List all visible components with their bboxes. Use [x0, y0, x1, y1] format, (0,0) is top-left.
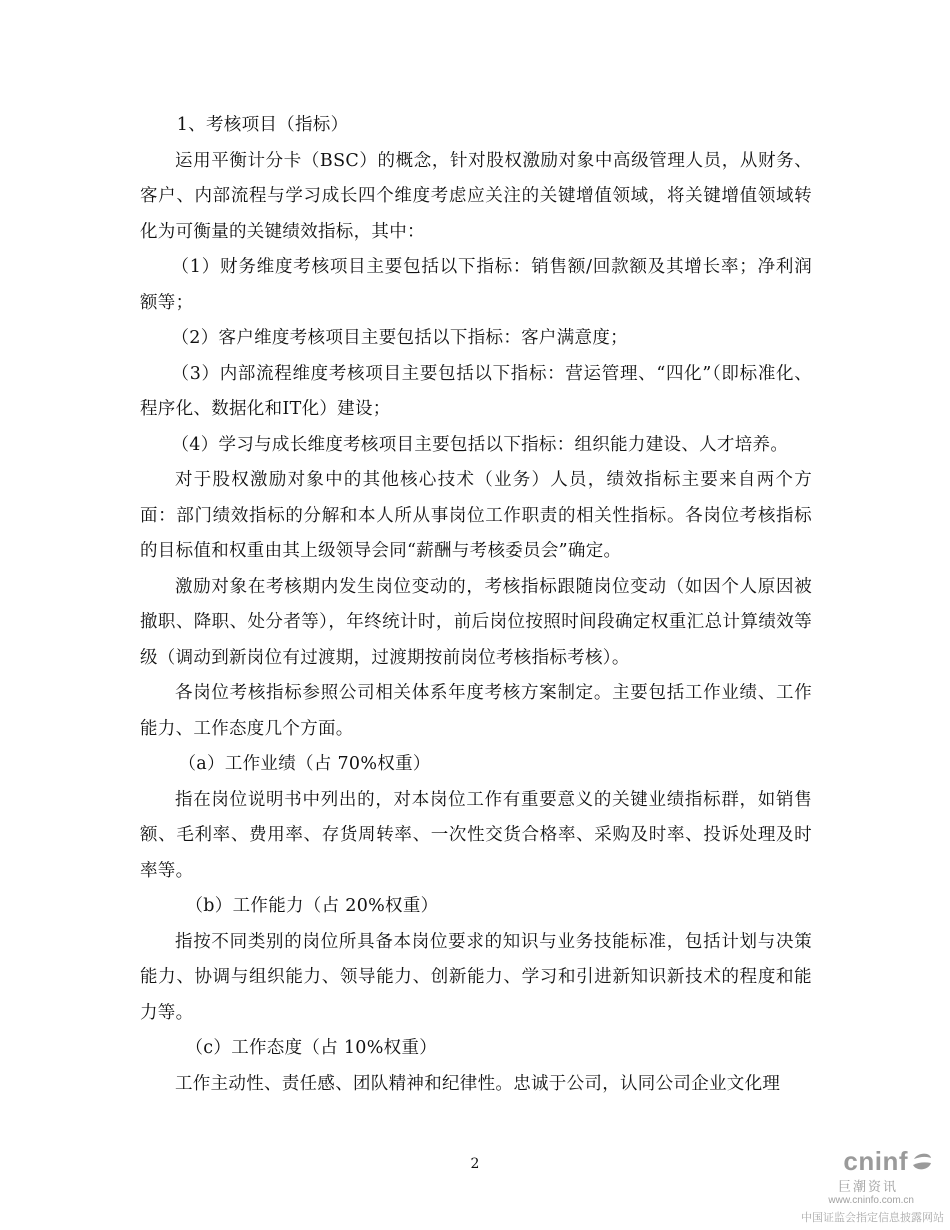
paragraph-attitude: 工作主动性、责任感、团队精神和纪律性。忠诚于公司，认同公司企业文化理 [175, 1073, 781, 1094]
list-item-learning: （4）学习与成长维度考核项目主要包括以下指标：组织能力建设、人才培养。 [171, 434, 789, 455]
paragraph-assessment-scope: 各岗位考核指标参照公司相关体系年度考核方案制定。主要包括工作业绩、工作能力、工作态度几个方面。 [140, 683, 812, 739]
subheading-attitude: （c）工作态度（占 10%权重） [185, 1038, 438, 1058]
paragraph-ability: 指按不同类别的岗位所具备本岗位要求的知识与业务技能标准，包括计划与决策能力、协调与组织能力、领导能力、创新能力、学习和引进新知识新技术的程度和能力等。 [140, 931, 812, 1023]
list-item-process: （3）内部流程维度考核项目主要包括以下指标：营运管理、“四化”（即标准化、程序化、数据化和IT化）建设； [140, 363, 812, 419]
paragraph-core-staff: 对于股权激励对象中的其他核心技术（业务）人员，绩效指标主要来自两个方面：部门绩效指标的分解和本人所从事岗位工作职责的相关性指标。各岗位考核指标的目标值和权重由其上级领导会同“薪酬与考核委员会”确定。 [140, 470, 812, 561]
list-item-customer: （2）客户维度考核项目主要包括以下指标：客户满意度； [171, 328, 628, 348]
paragraph-performance: 指在岗位说明书中列出的，对本岗位工作有重要意义的关键业绩指标群，如销售额、毛利率、费用率、存货周转率、一次性交货合格率、采购及时率、投诉处理及时率等。 [140, 789, 812, 881]
paragraph-bsc-intro: 运用平衡计分卡（BSC）的概念，针对股权激励对象中高级管理人员，从财务、客户、内部流程与学习成长四个维度考虑应关注的关键增值领域，将关键增值领域转化为可衡量的关键绩效指标，其中： [140, 150, 812, 242]
watermark-url: www.cninfo.com.cn [828, 1195, 914, 1206]
page-number: 2 [470, 1156, 480, 1172]
watermark-logo-text: cninf [843, 1146, 908, 1176]
watermark-cn-name: 巨潮资讯 [837, 1180, 898, 1195]
watermark-slogan: 中国证监会指定信息披露网站 [801, 1211, 944, 1224]
subheading-ability: （b）工作能力（占 20%权重） [185, 896, 439, 916]
subheading-performance: （a）工作业绩（占 70%权重） [178, 754, 431, 774]
list-item-finance: （1）财务维度考核项目主要包括以下指标：销售额/回款额及其增长率；净利润额等； [140, 257, 812, 313]
paragraph-position-change: 激励对象在考核期内发生岗位变动的，考核指标跟随岗位变动（如因个人原因被撤职、降职、处分者等），年终统计时，前后岗位按照时间段确定权重汇总计算绩效等级（调动到新岗位有过渡期，过渡期按前岗位考核指标考核）。 [140, 576, 812, 668]
cninfo-watermark [774, 1146, 944, 1226]
document-body [140, 108, 812, 1102]
cninfo-swirl-icon [910, 1150, 934, 1174]
section-heading: 1、考核项目（指标） [176, 115, 349, 135]
